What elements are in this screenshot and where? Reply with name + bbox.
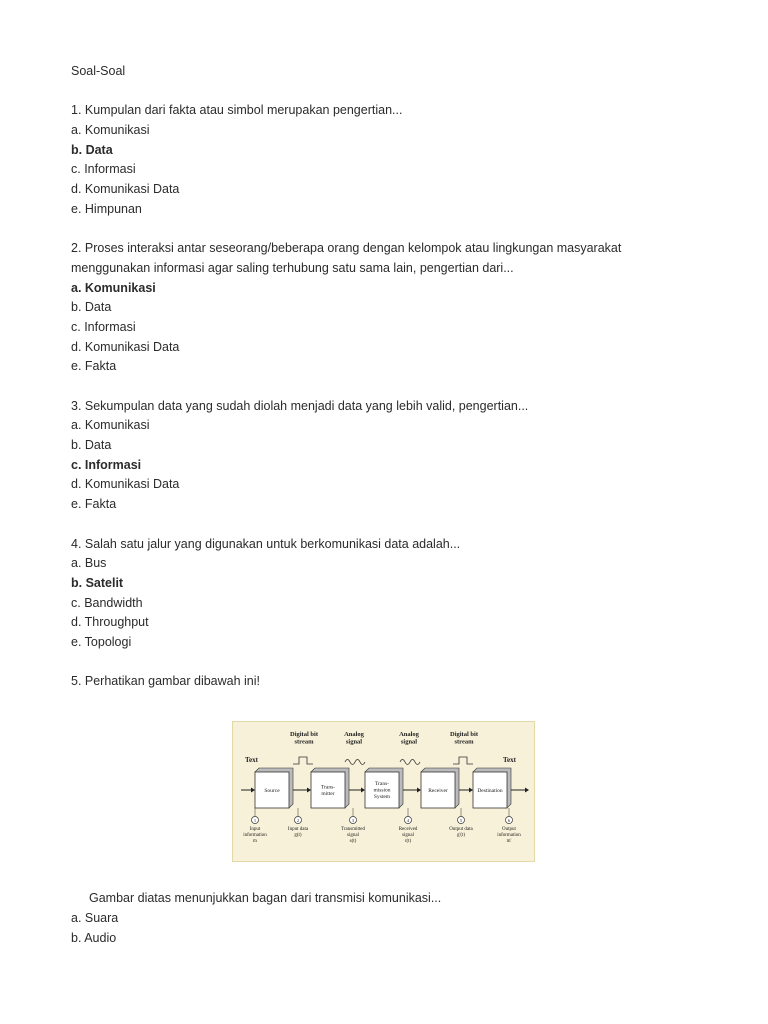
analog-signal-label-line: signal [400,738,418,746]
answer-option: d. Komunikasi Data [71,339,180,354]
digital-bit-stream-label-line: Digital bit [450,731,478,738]
flow-arrow-head [307,788,311,793]
communication-diagram [233,722,534,861]
digital-bit-stream-label-line: stream [294,738,314,746]
answer-option: c. Informasi [71,319,136,334]
step-number: 3 [351,818,355,823]
analog-signal-label-line: Analog [344,731,364,738]
flow-arrow-head [361,788,365,793]
question-block [71,101,711,219]
block-label-line: mitter [321,791,335,797]
digital-bit-stream-label-line: stream [454,738,474,746]
block-label [321,785,335,798]
step-label-line: information [243,833,267,838]
answer-option: e. Fakta [71,497,117,512]
digital-bit-stream-label-line: Digital bit [290,731,318,738]
step-number: 5 [459,818,463,823]
step-label [243,827,267,844]
answer-option: a. Suara [71,911,119,925]
step-label-line: s(t) [349,839,357,844]
block-label-line: Trans- [320,784,336,791]
question-block [71,239,711,377]
digital-bit-stream-label [450,731,479,746]
step-label-line: Received [398,827,418,832]
question-stem: menggunakan informasi agar saling terhubung satu sama lain, pengertian dari... [71,260,514,275]
step-label-line: m [253,839,257,844]
question-block [71,535,711,653]
step-label-line: Output [502,827,516,832]
flow-arrow-head [469,788,473,793]
step-label-line: Output data [449,827,473,832]
step-label-line: Transmitted [341,827,365,832]
answer-option: b. Audio [71,930,117,945]
question-5-caption: Gambar diatas menunjukkan bagan dari transmisi komunikasi... [89,891,442,905]
question-stem: 2. Proses interaksi antar seseorang/beberapa orang dengan kelompok atau lingkungan masyarakat [71,241,622,256]
analog-signal-label-line: Analog [399,731,419,738]
question-stem: 4. Salah satu jalur yang digunakan untuk berkomunikasi data adalah... [71,536,461,551]
answer-option: c. Informasi [71,162,136,177]
step-label [341,827,365,844]
answer-option-correct: c. Informasi [71,457,142,472]
answer-option-correct: b. Satelit [71,575,124,590]
step-label-line: g'(t) [456,833,466,838]
answer-option: e. Topologi [71,634,132,649]
block-label [264,788,280,794]
answer-option: d. Komunikasi Data [71,477,180,492]
analog-signal-label-line: signal [345,738,363,746]
question-list [71,101,711,652]
block-label-line: Receiver [428,788,448,794]
block-label [428,788,448,794]
step-label-line: r(t) [404,839,412,844]
step-label [288,827,309,838]
answer-option: c. Bandwidth [71,595,143,610]
block-label-line: System [373,794,391,800]
answer-option: e. Fakta [71,359,117,374]
step-number: 4 [406,818,410,823]
question-block [71,397,711,515]
block-label-line: Destination [477,788,503,794]
answer-option: b. Data [71,300,112,315]
answer-option: a. Komunikasi [71,418,150,433]
step-label [399,827,418,844]
analog-signal-icon [345,760,365,765]
step-number: 2 [296,818,300,823]
step-label-line: m' [506,839,512,844]
block-label [373,781,390,800]
answer-option-correct: a. Komunikasi [71,280,156,295]
block-label-line: mission [373,787,391,794]
communication-diagram-image [232,721,535,862]
answer-option: b. Data [71,438,112,453]
question-5-stem: 5. Perhatikan gambar dibawah ini! [71,674,261,689]
flow-arrow-head [251,788,255,793]
step-label-line: Input [249,827,261,832]
step-label-line: signal [402,833,414,838]
step-number: 6 [507,818,511,823]
answer-option: a. Komunikasi [71,123,150,138]
digital-bit-stream-label [290,731,319,746]
question-stem: 3. Sekumpulan data yang sudah diolah menjadi data yang lebih valid, pengertian... [71,398,529,413]
question-5-options [71,909,118,948]
analog-signal-label [399,731,420,746]
answer-option: d. Komunikasi Data [71,182,180,197]
step-label [449,827,473,838]
step-label-line: g(t) [294,833,302,838]
block-label-line: Source [264,788,280,794]
analog-signal-label [344,731,365,746]
block-label [477,788,503,794]
text-output-label: Text [503,756,516,764]
step-number: 1 [253,818,257,823]
flow-arrow-head [417,788,421,793]
document-page [71,62,711,692]
digital-signal-icon [453,757,473,764]
answer-option: a. Bus [71,556,107,571]
document-heading: Soal-Soal [71,64,126,78]
question-stem: 1. Kumpulan dari fakta atau simbol merupakan pengertian... [71,103,403,118]
answer-option-correct: b. Data [71,142,113,157]
step-label-line: signal [347,833,359,838]
step-label [497,827,521,844]
step-label-line: information [497,833,521,838]
answer-option: e. Himpunan [71,201,142,216]
block-label-line: Trans- [374,781,390,787]
flow-arrow-head [525,788,529,793]
analog-signal-icon [400,760,420,765]
step-label-line: Input data [287,827,309,832]
answer-option: d. Throughput [71,615,149,630]
digital-signal-icon [293,757,313,764]
text-input-label: Text [245,756,258,764]
